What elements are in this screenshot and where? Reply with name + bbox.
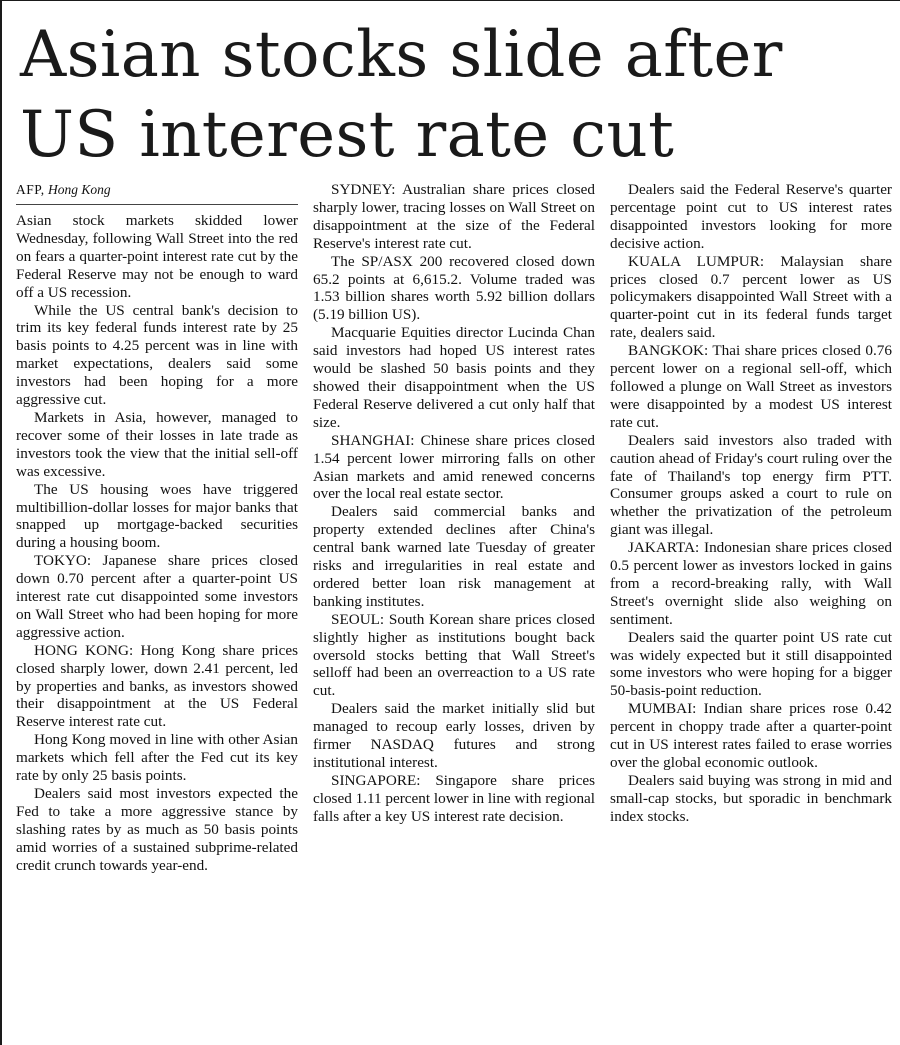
paragraph: Macquarie Equities director Lucinda Chan said investors had hoped US interest rates would be slashed 50 basis points and they showed their disappointment when the US Federal Reserve delivered a cut only half that size. bbox=[313, 324, 595, 431]
paragraph: Dealers said buying was strong in mid and small-cap stocks, but sporadic in benchmark index stocks. bbox=[610, 771, 892, 825]
paragraph: The US housing woes have triggered multibillion-dollar losses for major banks that snapped up mortgage-backed securities during a housing boom. bbox=[16, 480, 298, 552]
paragraph: Dealers said most investors expected the Fed to take a more aggressive stance by slashing rates by as much as 50 basis points amid worries of a sustained subprime-related credit crunch towards year-end. bbox=[16, 785, 298, 874]
paragraph: Dealers said commercial banks and property extended declines after China's central bank warned late Tuesday of greater risks and irregularities in real estate and ordered better loan risk management at banking institutes. bbox=[313, 503, 595, 610]
paragraph: Dealers said the market initially slid but managed to recoup early losses, driven by firmer NASDAQ futures and strong institutional interest. bbox=[313, 700, 595, 771]
paragraph: Dealers said investors also traded with caution ahead of Friday's court ruling over the fate of Thailand's top energy firm PTT. Consumer groups asked a court to rule on whether the privatization of the petroleum giant was illegal. bbox=[610, 431, 892, 539]
paragraph-bangkok: BANGKOK: Thai share prices closed 0.76 percent lower on a regional sell-off, which followed a plunge on Wall Street as investors were disappointed by a modest US interest rate cut. bbox=[610, 342, 892, 431]
paragraph: Markets in Asia, however, managed to recover some of their losses in late trade as investors took the view that the initial sell-off was excessive. bbox=[16, 408, 298, 480]
paragraph: Dealers said the Federal Reserve's quarter percentage point cut to US interest rates disappointed investors looking for more decisive action. bbox=[610, 181, 892, 252]
column-3 bbox=[610, 181, 892, 1041]
column-2 bbox=[313, 181, 595, 1041]
paragraph-jakarta: JAKARTA: Indonesian share prices closed 0.5 percent lower as investors locked in gains from a record-breaking rally, with Wall Street's overnight slide also weighing on sentiment. bbox=[610, 539, 892, 628]
paragraph-shanghai: SHANGHAI: Chinese share prices closed 1.54 percent lower mirroring falls on other Asian markets and amid renewed concerns over the local real estate sector. bbox=[313, 431, 595, 503]
paragraph-lead: Asian stock markets skidded lower Wednesday, following Wall Street into the red on fears a quarter-point interest rate cut by the Federal Reserve may not be enough to ward off a US recession. bbox=[16, 212, 298, 301]
headline-line-1: Asian stocks slide after bbox=[20, 18, 783, 92]
paragraph-kuala-lumpur: KUALA LUMPUR: Malaysian share prices closed 0.7 percent lower as US policymakers disappointed Wall Street with a quarter-point cut in its federal funds target rate, dealers said. bbox=[610, 252, 892, 342]
paragraph-seoul: SEOUL: South Korean share prices closed slightly higher as institutions bought back oversold stocks betting that Wall Street's selloff had been an overreaction to a US rate cut. bbox=[313, 610, 595, 700]
byline-agency: AFP, bbox=[16, 182, 45, 197]
byline-place: Hong Kong bbox=[48, 182, 111, 197]
article-body bbox=[16, 181, 892, 1041]
paragraph-tokyo: TOKYO: Japanese share prices closed down 0.70 percent after a quarter-point US interest rate cut disappointed some investors on Wall Street who had been hoping for more aggressive action. bbox=[16, 552, 298, 641]
paragraph-mumbai: MUMBAI: Indian share prices rose 0.42 percent in choppy trade after a quarter-point cut in US interest rates failed to erase worries over the global economic outlook. bbox=[610, 700, 892, 771]
paragraph: The SP/ASX 200 recovered closed down 65.2 points at 6,615.2. Volume traded was 1.53 billion shares worth 5.92 billion dollars (5.19 billion US). bbox=[313, 252, 595, 324]
paragraph-sydney: SYDNEY: Australian share prices closed sharply lower, tracing losses on Wall Street on disappointment at the size of the Federal Reserve's interest rate cut. bbox=[313, 181, 595, 252]
paragraph: Hong Kong moved in line with other Asian markets which fell after the Fed cut its key rate by only 25 basis points. bbox=[16, 731, 298, 785]
column-1 bbox=[16, 181, 298, 1041]
paragraph: Dealers said the quarter point US rate cut was widely expected but it still disappointed some investors who were hoping for a bigger 50-basis-point reduction. bbox=[610, 628, 892, 700]
headline-line-2: US interest rate cut bbox=[20, 98, 675, 172]
paragraph-hong-kong: HONG KONG: Hong Kong share prices closed sharply lower, down 2.41 percent, led by properties and banks, as investors showed their disappointment at the US Federal Reserve interest rate cut. bbox=[16, 641, 298, 731]
paragraph-singapore: SINGAPORE: Singapore share prices closed 1.11 percent lower in line with regional falls after a key US interest rate decision. bbox=[313, 771, 595, 825]
byline bbox=[16, 181, 298, 205]
headline bbox=[20, 15, 890, 175]
paragraph: While the US central bank's decision to trim its key federal funds interest rate by 25 basis points to 4.25 percent was in line with market expectations, dealers said some investors had been hoping for a more aggressive cut. bbox=[16, 301, 298, 409]
